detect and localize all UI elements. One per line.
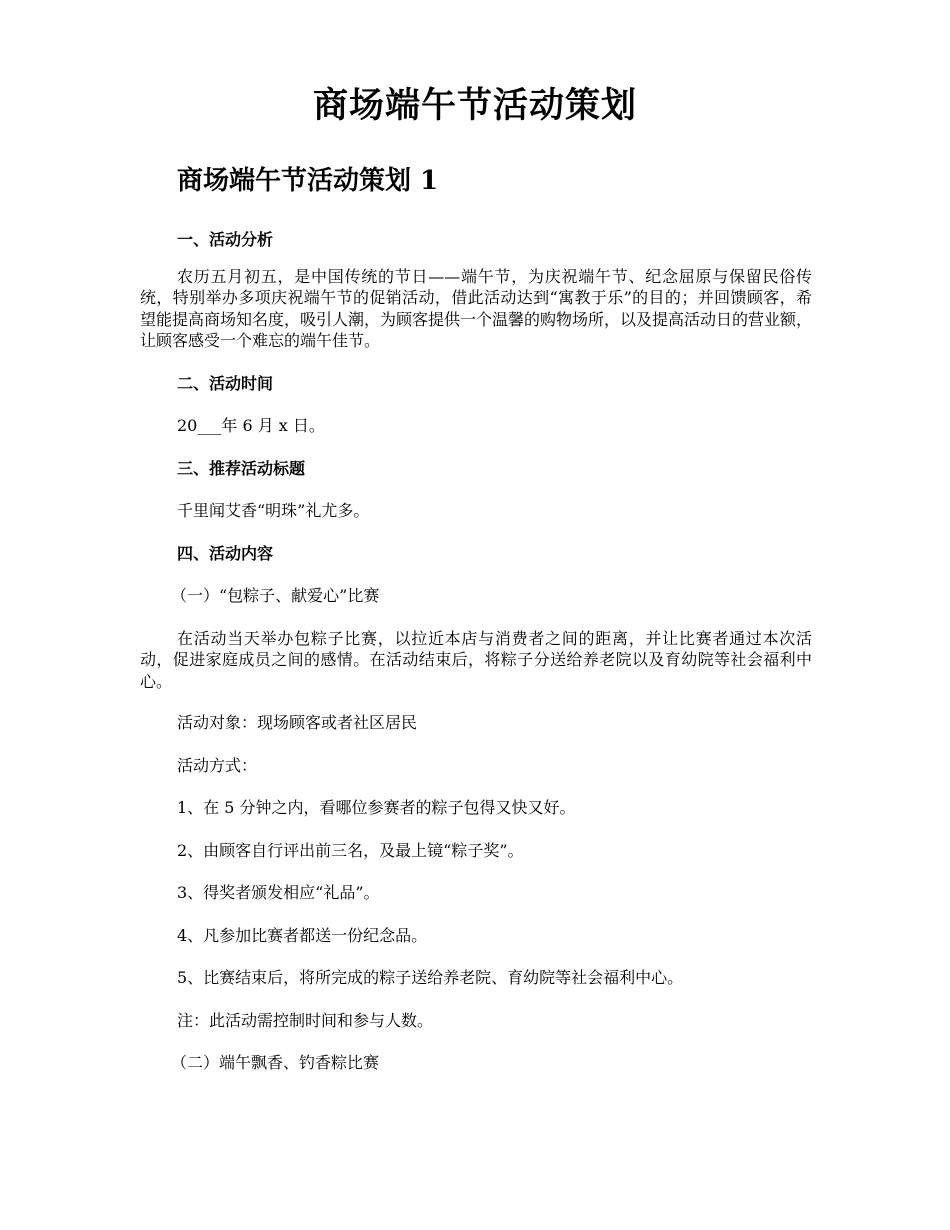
step-2: 2、由顾客自行评出前三名，及最上镜“粽子奖”。 <box>177 840 524 860</box>
paragraph-analysis: 农历五月初五，是中国传统的节日——端午节，为庆祝端午节、纪念屈原与保留民俗传统，特别举办多项庆祝端午节的促销活动，借此活动达到“寓教于乐”的目的；并回馈顾客，希望能提高商场知名度，吸引人潮，为顾客提供一个温馨的购物场所，以及提高活动日的营业额，让顾客感受一个难忘的端午佳节。 <box>140 266 813 350</box>
subsection-heading-2: （二）端午飘香、钓香粽比赛 <box>171 1053 380 1072</box>
step-4: 4、凡参加比赛者都送一份纪念品。 <box>177 925 428 945</box>
paragraph-note: 注：此活动需控制时间和参与人数。 <box>177 1010 434 1030</box>
step-5: 5、比赛结束后，将所完成的粽子送给养老院、育幼院等社会福利中心。 <box>177 968 684 987</box>
document-title: 商场端午节活动策划 <box>312 85 637 126</box>
section-heading-time: 二、活动时间 <box>177 373 274 393</box>
paragraph-item1: 在活动当天举办包粽子比赛，以拉近本店与消费者之间的距离，并让比赛者通过本次活动，促进家庭成员之间的感情。在活动结束后，将粽子分送给养老院以及育幼院等社会福利中心。 <box>140 628 812 691</box>
subsection-heading-1: （一）“包粽子、献爱心”比赛 <box>171 586 380 605</box>
section-heading-content: 四、活动内容 <box>177 543 274 563</box>
document-body <box>140 229 812 1074</box>
paragraph-title: 千里闻艾香“明珠”礼尤多。 <box>177 501 370 520</box>
paragraph-target: 活动对象：现场顾客或者社区居民 <box>177 713 418 732</box>
step-1: 1、在 5 分钟之内，看哪位参赛者的粽子包得又快又好。 <box>177 798 576 817</box>
paragraph-method: 活动方式： <box>177 755 258 775</box>
section-heading-title: 三、推荐活动标题 <box>177 458 306 478</box>
section-heading-analysis: 一、活动分析 <box>177 230 274 249</box>
step-3: 3、得奖者颁发相应“礼品”。 <box>177 883 380 902</box>
document-subtitle: 商场端午节活动策划 1 <box>177 166 439 196</box>
paragraph-time: 20___年 6 月 x 日。 <box>177 416 325 435</box>
